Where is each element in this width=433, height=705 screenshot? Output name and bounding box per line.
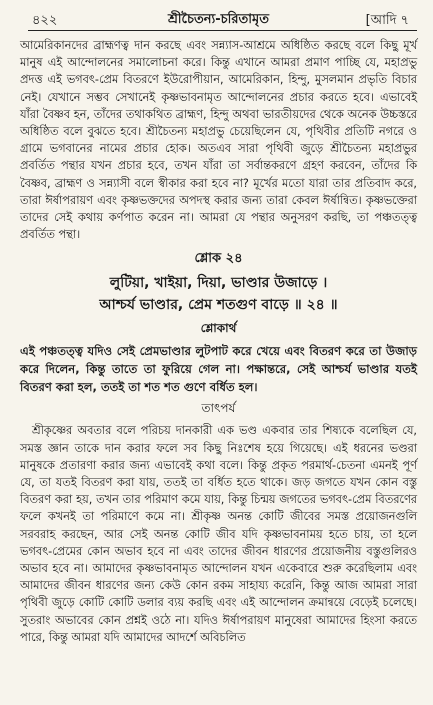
translation-text: এই পঞ্চতত্ত্ব যদিও সেই প্রেমভাণ্ডার লুটপাট করে খেয়ে এবং বিতরণ করে তা উজাড় করে দিলেন, কিন্তু তাতে তা ফুরিয়ে গেল না। পক্ষান্তরে, সেই আশ্চর্য ভাণ্ডার যতই বিতরণ করা হল, ততই তা শত শত গুণে বর্ধিত হল। [20,344,417,395]
page-header [20,8,417,30]
running-title: শ্রীচৈতন্য-চরিতামৃত [167,12,270,27]
intro-paragraph: আমেরিকানদের ব্রাহ্মণত্ব দান করছে এবং সন্ন্যাস-আশ্রমে অধিষ্ঠিত করছে বলে কিছু মূর্খ মানুষ এই আন্দোলনের সমালোচনা করে। কিন্তু এখানে আমরা প্রমাণ পাচ্ছি যে, মহাপ্রভু প্রদত্ত এই ভগবৎ-প্রেম বিতরণে ইউরোপীয়ান, আমেরিকান, হিন্দু, মুসলমান প্রভৃতি বিচার নেই। যেখানে সম্ভব সেখানেই কৃষ্ণভাবনামৃত আন্দোলনের প্রচার করতে হবে। এভাবেই যাঁরা বৈষ্ণব হন, তাঁদের তথাকথিত ব্রাহ্মণ, হিন্দু অথবা ভারতীয়দের থেকে অনেক উচ্চস্তরে অধিষ্ঠিত বলে বুঝতে হবে। শ্রীচৈতন্য মহাপ্রভু চেয়েছিলেন যে, পৃথিবীর প্রতিটি নগরে ও গ্রামে ভগবানের নামের প্রচার হোক। অতএব সারা পৃথিবী জুড়ে শ্রীচৈতন্য মহাপ্রভুর প্রবর্তিত পন্থার যখন প্রচার হবে, তখন যাঁরা তা সর্বান্তকরণে গ্রহণ করবেন, তাঁদের কি বৈষ্ণব, ব্রাহ্মণ ও সন্ন্যাসী বলে স্বীকার করা হবে না? মূর্খের মতো যারা তার প্রতিবাদ করে, তারা ঈর্ষাপরায়ণ এবং কৃষ্ণভক্তদের অপদস্থ করার জন্য তারা কেবল ঈর্ষান্বিত। কৃষ্ণভক্তেরা তাদের সেই কথায় কর্ণপাত করেন না। আমরা যে পন্থার অনুসরণ করছি, তা পঞ্চতত্ত্ব প্রবর্তিত পন্থা। [20,39,417,242]
verse-line-2: আশ্চর্য ভাণ্ডার, প্রেম শতগুণ বাড়ে ॥ ২৪ ॥ [99,297,338,314]
purport-text: শ্রীকৃষ্ণের অবতার বলে পরিচয় দানকারী এক ভণ্ড একবার তার শিষ্যকে বলেছিল যে, সমস্ত জ্ঞান তাকে দান করার ফলে সব কিছু নিঃশেষ হয়ে গিয়েছে। এই ধরনের ভণ্ডরা মানুষকে প্রতারণা করার জন্য এভাবেই কথা বলে। কিন্তু প্রকৃত পরমার্থ-চেতনা এমনই পূর্ণ যে, তা যতই বিতরণ করা যায়, ততই তা বর্ধিত হতে থাকে। জড় জগতে যখন কোন বস্তু বিতরণ করা হয়, তখন তার পরিমাণ কমে যায়, কিন্তু চিন্ময় জগতের ভগবৎ-প্রেম বিতরণের ফলে কখনই তা পরিমাণে কমে না। শ্রীকৃষ্ণ অনন্ত কোটি জীবের সমস্ত প্রয়োজনগুলি সরবরাহ করছেন, আর সেই অনন্ত কোটি জীব যদি কৃষ্ণভাবনাময় হতে চায়, তা হলে ভগবৎ-প্রেমের কোন অভাব হবে না এবং তাদের জীবন ধারণের প্রয়োজনীয় বস্তুগুলিরও অভাব হবে না। আমাদের কৃষ্ণভাবনামৃত আন্দোলন যখন একেবারে শুরু করেছিলাম এবং আমাদের জীবন ধারণের জন্য কেউ কোন রকম সাহায্য করেনি, কিন্তু আজ আমরা সারা পৃথিবী জুড়ে কোটি কোটি ডলার ব্যয় করছি এবং এই আন্দোলন ক্রমান্বয়ে বেড়েই চলেছে। সুতরাং অভাবের কোন প্রশ্নই ওঠে না। যদিও ঈর্ষাপরায়ণ মানুষেরা আমাদের হিংসা করতে পারে, কিন্তু আমরা যদি আমাদের আদর্শে অবিচলিত [20,424,417,644]
verse-heading: শ্লোক ২৪ [194,251,243,267]
section-reference: [আদি ৭ [365,13,409,28]
translation-heading: শ্লোকার্থ [200,321,237,336]
verse-line-1: লুটিয়া, খাইয়া, দিয়া, ভাণ্ডার উজাড়ে । [109,275,328,292]
purport-heading: তাৎপর্য [201,401,236,416]
page-number: ৪২২ [32,13,58,28]
